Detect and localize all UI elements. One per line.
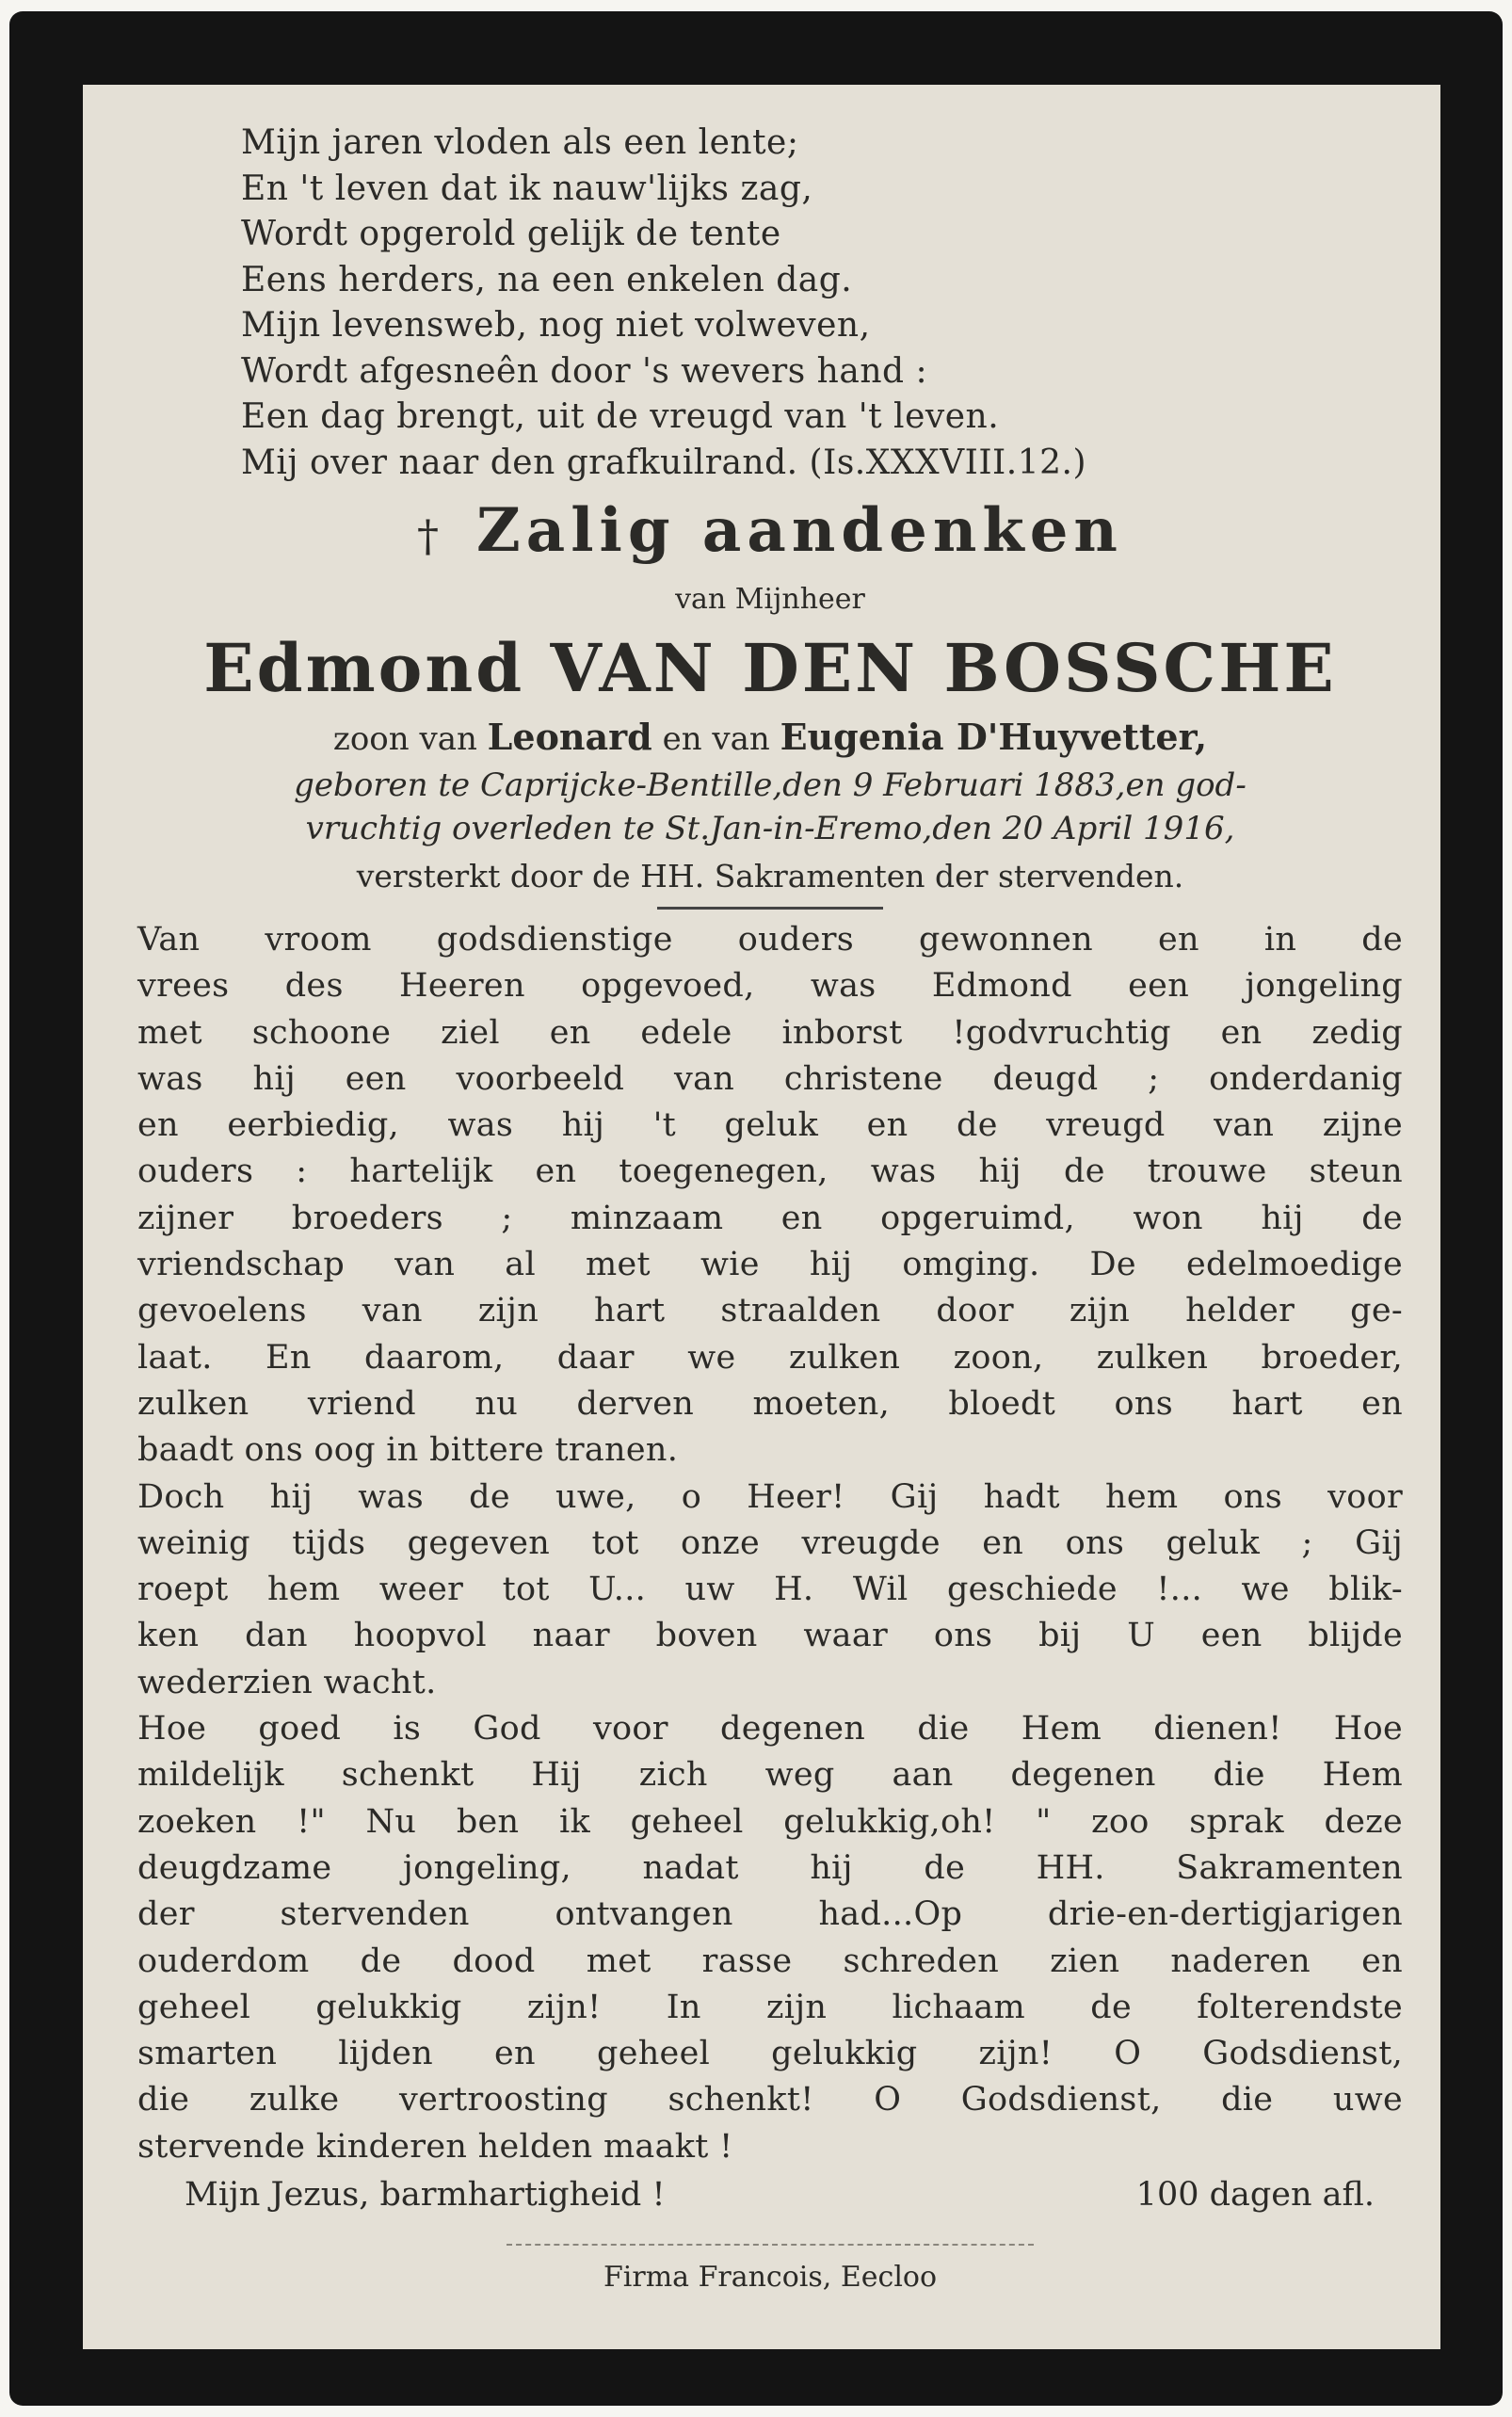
text-line: geheel gelukkig zijn! In zijn lichaam de folterendste	[137, 1988, 1403, 2026]
printer-credit: Firma Francois, Eecloo	[507, 2244, 1034, 2296]
text-line: die zulke vertroosting schenkt! O Godsdienst, die uwe	[137, 2081, 1403, 2119]
text-line: zulken vriend nu derven moeten, bloedt ons hart en	[137, 1384, 1403, 1423]
text-line: zoeken !" Nu ben ik geheel gelukkig,oh! " zoo sprak deze	[137, 1802, 1403, 1841]
text-line: en eerbiedig, was hij 't geluk en de vreugd van zijne	[137, 1106, 1403, 1145]
poem-line: Wordt opgerold gelijk de tente	[241, 215, 781, 253]
text-line: wederzien wacht.	[137, 1663, 437, 1701]
text-line: der stervenden ontvangen had...Op drie-en-dertigjarigen	[137, 1895, 1403, 1934]
text-line: deugdzame jongeling, nadat hij de HH. Sakramenten	[137, 1848, 1403, 1887]
honorific: van Mijnheer	[675, 583, 865, 616]
text-line: vrees des Heeren opgevoed, was Edmond een jongeling	[137, 967, 1403, 1006]
mother-name: Eugenia D'Huyvetter,	[780, 716, 1208, 758]
memorial-card	[9, 11, 1503, 2406]
son-prefix: zoon van	[332, 720, 477, 758]
cross-icon: †	[417, 510, 440, 561]
text-line: vriendschap van al met wie hij omging. De edelmoedige	[137, 1246, 1403, 1284]
poem-line: Eens herders, na een enkelen dag.	[241, 260, 853, 299]
text-line: Doch hij was de uwe, o Heer! Gij hadt hem ons voor	[137, 1477, 1403, 1516]
sacraments-line: versterkt door de HH. Sakramenten der stervenden.	[356, 858, 1184, 894]
death-line: vruchtig overleden te St.Jan-in-Eremo,den 20 April 1916,	[305, 810, 1235, 847]
closing-line	[137, 2170, 1403, 2219]
memorial-title	[137, 491, 1403, 575]
poem-line: Mijn jaren vloden als een lente;	[241, 123, 799, 162]
text-line: mildelijk schenkt Hij zich weg aan degenen die Hem	[137, 1756, 1403, 1795]
text-line: baadt ons oog in bittere tranen.	[137, 1431, 679, 1470]
poem	[241, 121, 1403, 486]
text-line: ouderdom de dood met rasse schreden zien naderen en	[137, 1942, 1403, 1980]
birth-line: geboren te Caprijcke-Bentille,den 9 Februari 1883,en god-	[294, 766, 1247, 804]
text-line: met schoone ziel en edele inborst !godvruchtig en zedig	[137, 1013, 1403, 1052]
father-name: Leonard	[487, 716, 652, 758]
text-line: stervende kinderen helden maakt !	[137, 2127, 733, 2166]
text-line: roept hem weer tot U... uw H. Wil geschiede !... we blik-	[137, 1571, 1403, 1609]
text-line: Van vroom godsdienstige ouders gewonnen en in de	[137, 921, 1403, 959]
text-line: smarten lijden en geheel gelukkig zijn! O Godsdienst,	[137, 2035, 1403, 2073]
son-mid: en van	[662, 720, 770, 758]
title-text: Zalig aandenken	[476, 495, 1123, 566]
card-content	[137, 121, 1403, 2296]
poem-line: Mijn levensweb, nog niet volweven,	[241, 306, 871, 345]
poem-line: Mij over naar den grafkuilrand. (Is.XXXVIII.12.)	[241, 443, 1087, 482]
divider	[657, 907, 883, 910]
text-line: was hij een voorbeeld van christene deugd ; onderdanig	[137, 1059, 1403, 1098]
paragraph-3	[137, 1706, 1403, 2170]
poem-line: Wordt afgesneên door 's wevers hand :	[241, 351, 928, 391]
indulgence-note: 100 dagen afl.	[1135, 2176, 1375, 2215]
text-line: gevoelens van zijn hart straalden door zijn helder ge-	[137, 1292, 1403, 1330]
parents-line	[137, 713, 1403, 764]
text-line: ken dan hoopvol naar boven waar ons bij U een blijde	[137, 1617, 1403, 1655]
poem-line: Een dag brengt, uit de vreugd van 't leven.	[241, 397, 1000, 436]
paragraph-1	[137, 917, 1403, 1474]
deceased-name: Edmond VAN DEN BOSSCHE	[203, 629, 1337, 707]
text-line: laat. En daarom, daar we zulken zoon, zulken broeder,	[137, 1338, 1403, 1377]
text-line: zijner broeders ; minzaam en opgeruimd, won hij de	[137, 1199, 1403, 1237]
closing-prayer: Mijn Jezus, barmhartigheid !	[185, 2176, 666, 2215]
text-line: weinig tijds gegeven tot onze vreugde en ons geluk ; Gij	[137, 1523, 1403, 1562]
text-line: Hoe goed is God voor degenen die Hem dienen! Hoe	[137, 1710, 1403, 1748]
card-paper	[83, 85, 1440, 2349]
poem-line: En 't leven dat ik nauw'lijks zag,	[241, 169, 813, 208]
text-line: ouders : hartelijk en toegenegen, was hij de trouwe steun	[137, 1152, 1403, 1191]
paragraph-2	[137, 1474, 1403, 1706]
